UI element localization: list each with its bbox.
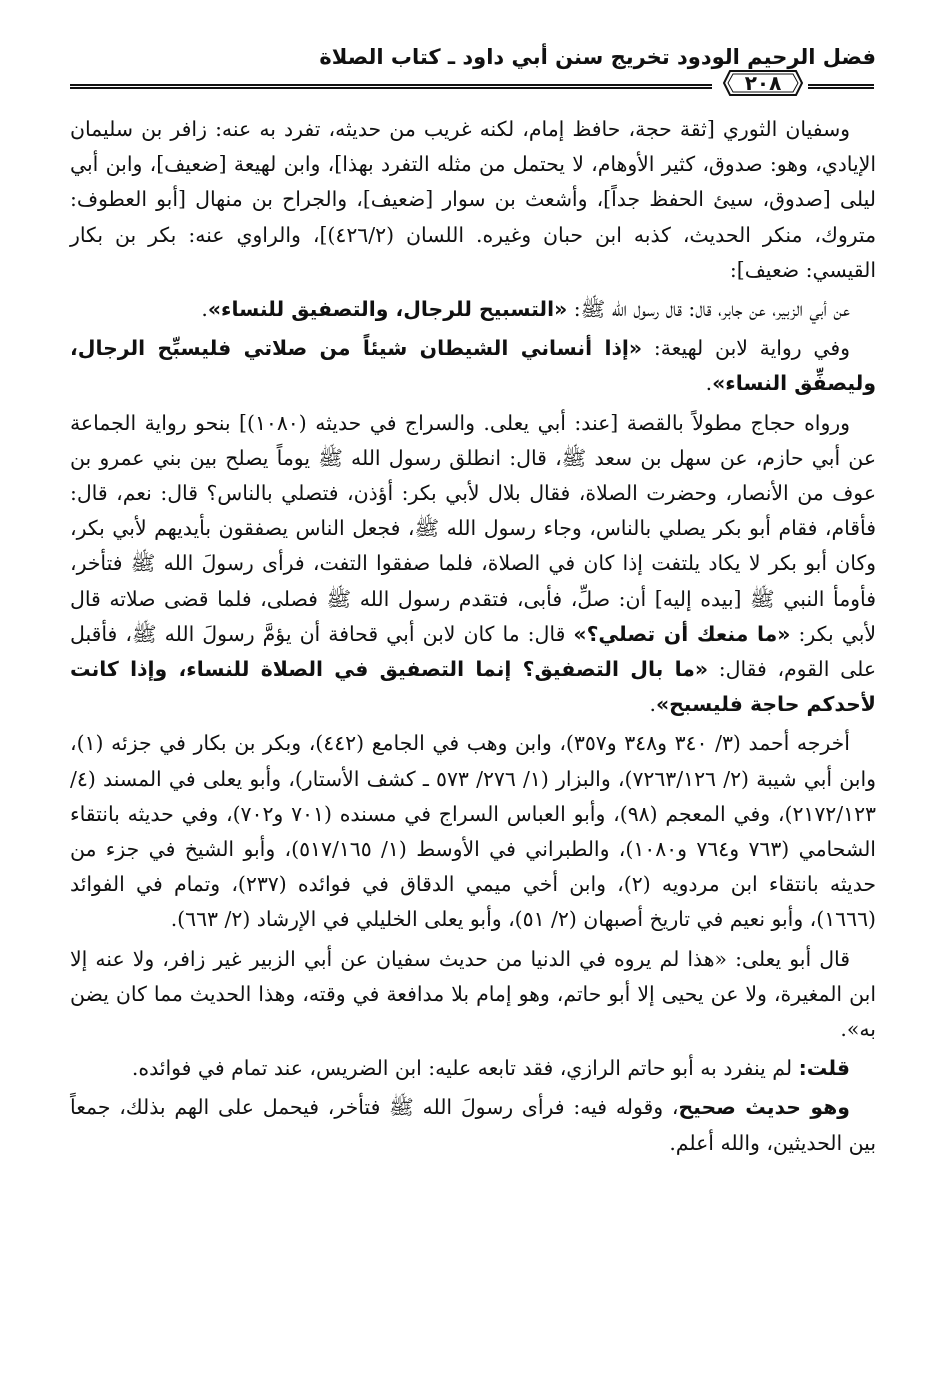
- paragraph: [70, 331, 876, 401]
- paragraph: [70, 112, 876, 288]
- bold-text: «ما منعك أن تصلي؟»: [573, 621, 791, 646]
- header-rule-left: [70, 84, 712, 89]
- body-text: عن أبي الزبير، عن جابر، قال: قال رسول الله ﷺ:: [567, 297, 850, 322]
- paragraph: [70, 1090, 876, 1160]
- page-number-frame: [722, 68, 804, 98]
- paragraph: [70, 292, 876, 327]
- bold-text: وهو حديث صحيح: [678, 1095, 850, 1120]
- body-text: لم ينفرد به أبو حاتم الرازي، فقد تابعه عليه: ابن الضريس، عند تمام في فوائده.: [131, 1056, 799, 1081]
- body-text: ورواه حجاج مطولاً بالقصة [عند: أبي يعلى. والسراج في حديثه (١٠٨٠)] بنحو رواية الجماعة عن أبي حازم، عن سهل بن سعد ﷺ، قال: انطلق رسول الله ﷺ يوماً يصلح بين بني عمرو بن عوف من الأنصار، وحضرت الصلاة، فقال بلال لأبي بكر: أؤذن، فتصلي بالناس؟ قال: نعم، قال: فأقام، فقام أبو بكر يصلي بالناس، وجاء رسول الله ﷺ، فجعل الناس يصفقون بأيديهم لأبي بكر، وكان أبو بكر لا يكاد يلتفت إذا كان في الصلاة، فلما صفقوا التفت، فرأى رسولَ الله ﷺ فتأخر، فأومأ النبي ﷺ [بيده إليه] أن: صلِّ، فأبى، فتقدم رسول الله ﷺ فصلى، فلما قضى صلاته قال لأبي بكر:: [70, 410, 876, 646]
- page-header: [60, 40, 876, 100]
- body-text: .: [201, 297, 208, 322]
- bold-text: «ما بال التصفيق؟ إنما التصفيق في الصلاة للنساء، وإذا كانت لأحدكم حاجة فليسبح»: [70, 657, 876, 717]
- page-number: ٢٠٨: [744, 71, 782, 95]
- paragraph: [70, 406, 876, 723]
- paragraph: [70, 1051, 876, 1086]
- body-text: قال أبو يعلى: «هذا لم يروه في الدنيا من حديث سفيان عن أبي الزبير غير زافر، ولا عنه إلا ابن المغيرة، ولا عن يحيى إلا أبو حاتم، وهو إمام بلا مدافعة في وقته، وهذا الحديث مما كان يضن به».: [70, 946, 876, 1042]
- paragraph: [70, 726, 876, 937]
- header-rule-right: [808, 84, 874, 89]
- body-text: .: [649, 692, 656, 717]
- paragraph: [70, 942, 876, 1048]
- body-text: وفي رواية لابن لهيعة:: [642, 336, 850, 361]
- body-text: قال: ما كان لابن أبي قحافة أن يؤمَّ رسولَ الله ﷺ، فأقبل على القوم، فقال:: [70, 621, 876, 682]
- bold-text: «التسبيح للرجال، والتصفيق للنساء»: [207, 297, 568, 322]
- running-title: فضل الرحيم الودود تخريج سنن أبي داود ـ كتاب الصلاة: [319, 45, 876, 69]
- body-text: ، وقوله فيه: فرأى رسولَ الله ﷺ فتأخر، فيحمل على الهم بذلك، جمعاً بين الحديثين، والله أعلم.: [70, 1095, 876, 1155]
- body-text: .: [705, 371, 713, 396]
- body-text: أخرجه أحمد (٣/ ٣٤٠ و٣٤٨ و٣٥٧)، وابن وهب في الجامع (٤٤٢)، وبكر بن بكار في جزئه (١)، وابن أبي شيبة (٢/ ٧٢٦٣/١٢٦)، والبزار (١/ ٢٧٦/ ٥٧٣ ـ كشف الأستار)، وأبو يعلى في المسند (٤/ ٢١٧٢/١٢٣)، وفي المعجم (٩٨)، وأبو العباس السراج في مسنده (٧٠١ و٧٠٢)، وفي حديثه بانتقاء الشحامي (٧٦٣ و٧٦٤ و١٠٨٠)، والطبراني في الأوسط (١/ ٥١٧/١٦٥)، وأبو الشيخ في جزء من حديثه بانتقاء ابن مردويه (٢)، وابن أخي ميمي الدقاق في فوائده (٢٣٧)، وتمام في الفوائد (١٦٦٦)، وأبو نعيم في تاريخ أصبهان (٢/ ٥١)، وأبو يعلى الخليلي في الإرشاد (٢/ ٦٦٣).: [70, 731, 876, 932]
- bold-text: قلت:: [798, 1056, 850, 1081]
- page-body: [70, 112, 876, 1165]
- bold-text: «إذا أنساني الشيطان شيئاً من صلاتي فليسبِّح الرجال، وليصفِّق النساء»: [70, 336, 876, 396]
- body-text: وسفيان الثوري [ثقة حجة، حافظ إمام، لكنه غريب من حديثه، تفرد به عنه: زافر بن سليمان الإيادي، وهو: صدوق، كثير الأوهام، لا يحتمل من مثله التفرد بهذا]، وابن لهيعة [ضعيف]، وابن أبي ليلى [صدوق، سيئ الحفظ جداً]، وأشعث بن سوار [ضعيف]، والجراح بن منهال [أبو العطوف: متروك، منكر الحديث، كذبه ابن حبان وغيره. اللسان (٤٢٦/٢)]، والراوي عنه: بكر بن بكار القيسي: ضعيف]:: [70, 117, 876, 282]
